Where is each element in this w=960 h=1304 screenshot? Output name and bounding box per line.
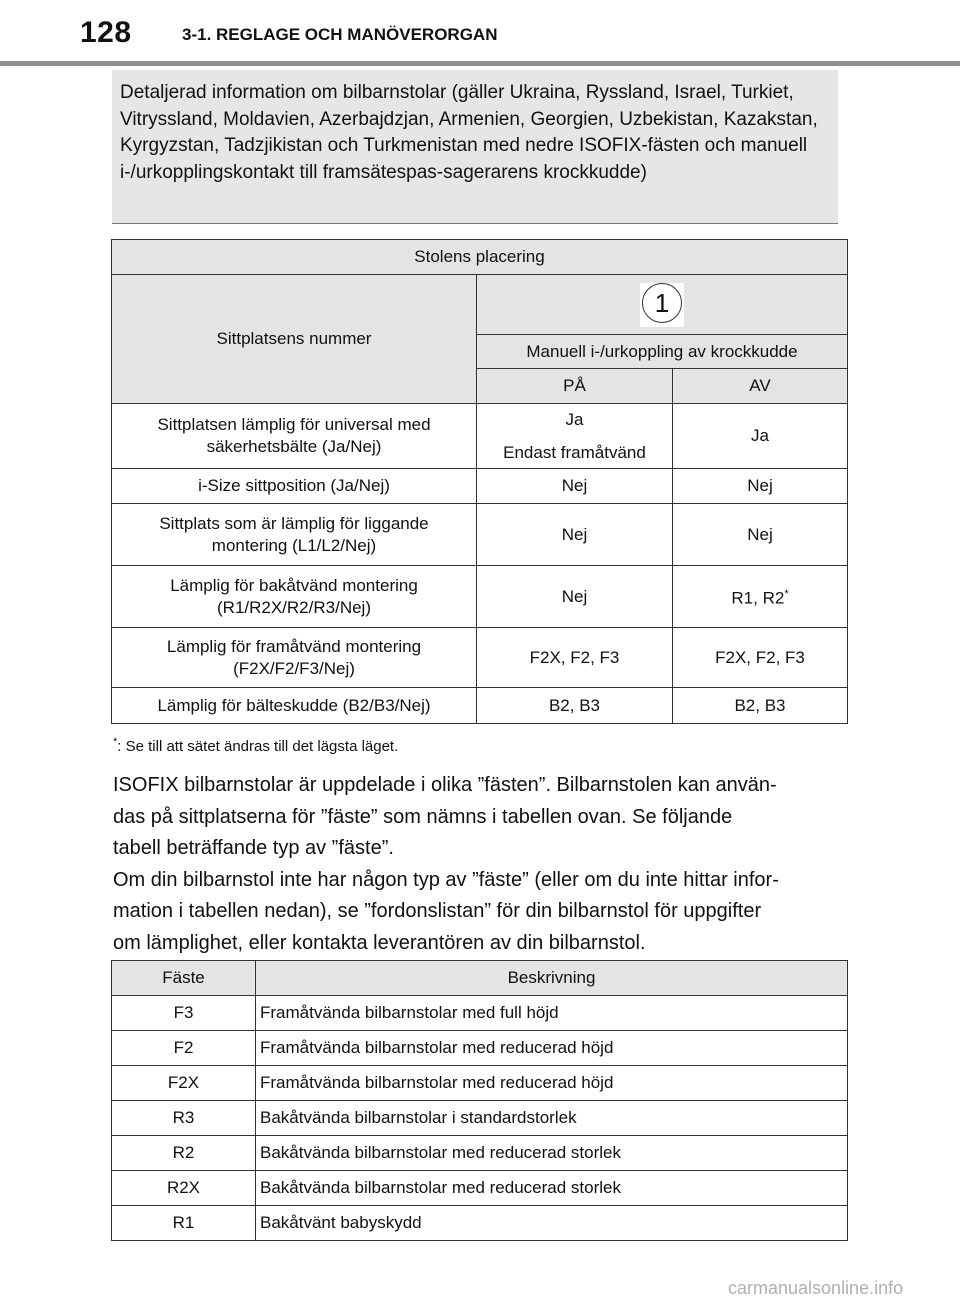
row-on-value: F2X, F2, F3 <box>477 628 673 688</box>
row-label: i-Size sittposition (Ja/Nej) <box>112 469 477 504</box>
row-label: Lämplig för bakåtvänd montering (R1/R2X/R2/R3/Nej) <box>112 566 477 628</box>
table-row <box>112 996 848 1031</box>
row-label: Lämplig för bälteskudde (B2/B3/Nej) <box>112 688 477 724</box>
row-on-value: Nej <box>477 566 673 628</box>
row-label: Sittplats som är lämplig för liggande montering (L1/L2/Nej) <box>112 504 477 566</box>
switch-on-label: PÅ <box>477 369 673 404</box>
fixture-code: R2 <box>112 1136 256 1171</box>
fixture-description: Bakåtvända bilbarnstolar med reducerad storlek <box>256 1171 848 1206</box>
row-on-value: Nej <box>477 504 673 566</box>
footnote-mark: * <box>784 588 789 601</box>
info-box <box>112 70 838 224</box>
fixture-description: Framåtvända bilbarnstolar med reducerad höjd <box>256 1031 848 1066</box>
fixture-code: F2 <box>112 1031 256 1066</box>
row-on-value: Ja Endast framåtvänd <box>477 404 673 469</box>
row-off-value: Nej <box>673 469 848 504</box>
fixture-description: Bakåtvända bilbarnstolar med reducerad storlek <box>256 1136 848 1171</box>
fixture-code: F2X <box>112 1066 256 1101</box>
table-row <box>112 404 848 469</box>
body-paragraph: ISOFIX bilbarnstolar är uppdelade i olika ”fästen”. Bilbarnstolen kan använ- das på sittplatserna för ”fäste” som nämns i tabellen ovan. Se följande tabell beträffande typ av ”fäste”. Om din bilbarnstol inte har någon typ av ”fäste” (eller om du inte hittar infor- mation i tabellen nedan), se ”fordonslistan” för din bilbarnstol för uppgifter om lämplighet, eller kontakta leverantören av din bilbarnstol. <box>113 774 779 954</box>
row-on-value: Nej <box>477 469 673 504</box>
footnote-text: : Se till att sätet ändras till det lägsta läget. <box>117 738 399 755</box>
fixture-description: Bakåtvänt babyskydd <box>256 1206 848 1241</box>
fixture-description: Framåtvända bilbarnstolar med reducerad höjd <box>256 1066 848 1101</box>
table-row <box>112 1066 848 1101</box>
row-on-value: B2, B3 <box>477 688 673 724</box>
header-rule <box>0 61 960 66</box>
page-number: 128 <box>80 16 132 49</box>
fixture-code: R1 <box>112 1206 256 1241</box>
info-box-text: Detaljerad information om bilbarnstolar (gäller Ukraina, Ryssland, Israel, Turkiet, Vitryssland, Moldavien, Azerbajdzjan, Armenien, Georgien, Uzbekistan, Kazakstan, Kyrgyzstan, Tadzjikistan och Turkmenistan med nedre ISOFIX-fästen och manuell i-/urkopplingskontakt till framsätespas-sagerarens krockkudde) <box>120 82 818 183</box>
table-row <box>112 1031 848 1066</box>
table-row <box>112 1206 848 1241</box>
seat-number-label: Sittplatsens nummer <box>112 275 477 404</box>
page-header <box>0 0 960 68</box>
seat-number-cell <box>477 275 848 335</box>
airbag-switch-label: Manuell i-/urkoppling av krockkudde <box>477 335 848 369</box>
row-off-value: Nej <box>673 504 848 566</box>
description-column-header: Beskrivning <box>256 961 848 996</box>
row-off-value: B2, B3 <box>673 688 848 724</box>
row-label: Lämplig för framåtvänd montering (F2X/F2/F3/Nej) <box>112 628 477 688</box>
seat-number-symbol: 1 <box>642 283 682 323</box>
fixture-description: Bakåtvända bilbarnstolar i standardstorlek <box>256 1101 848 1136</box>
table-row <box>112 566 848 628</box>
table-row <box>112 469 848 504</box>
table-row <box>112 688 848 724</box>
footnote <box>113 736 398 755</box>
fixture-description: Framåtvända bilbarnstolar med full höjd <box>256 996 848 1031</box>
table-title: Stolens placering <box>112 240 848 275</box>
fixture-code: R2X <box>112 1171 256 1206</box>
fixture-code: F3 <box>112 996 256 1031</box>
section-title: 3-1. REGLAGE OCH MANÖVERORGAN <box>182 25 498 44</box>
row-off-value: F2X, F2, F3 <box>673 628 848 688</box>
row-off-value: Ja <box>673 404 848 469</box>
row-label: Sittplatsen lämplig för universal med säkerhetsbälte (Ja/Nej) <box>112 404 477 469</box>
row-off-value: R1, R2* <box>673 566 848 628</box>
watermark: carmanualsonline.info <box>728 1278 904 1298</box>
table-row <box>112 628 848 688</box>
fixture-code: R3 <box>112 1101 256 1136</box>
switch-off-label: AV <box>673 369 848 404</box>
footnote-mark: * <box>113 736 118 748</box>
table-row <box>112 1136 848 1171</box>
fixture-table <box>111 960 848 1241</box>
table-row <box>112 1171 848 1206</box>
table-row <box>112 1101 848 1136</box>
seat-position-table <box>111 239 848 724</box>
table-row <box>112 504 848 566</box>
fixture-column-header: Fäste <box>112 961 256 996</box>
